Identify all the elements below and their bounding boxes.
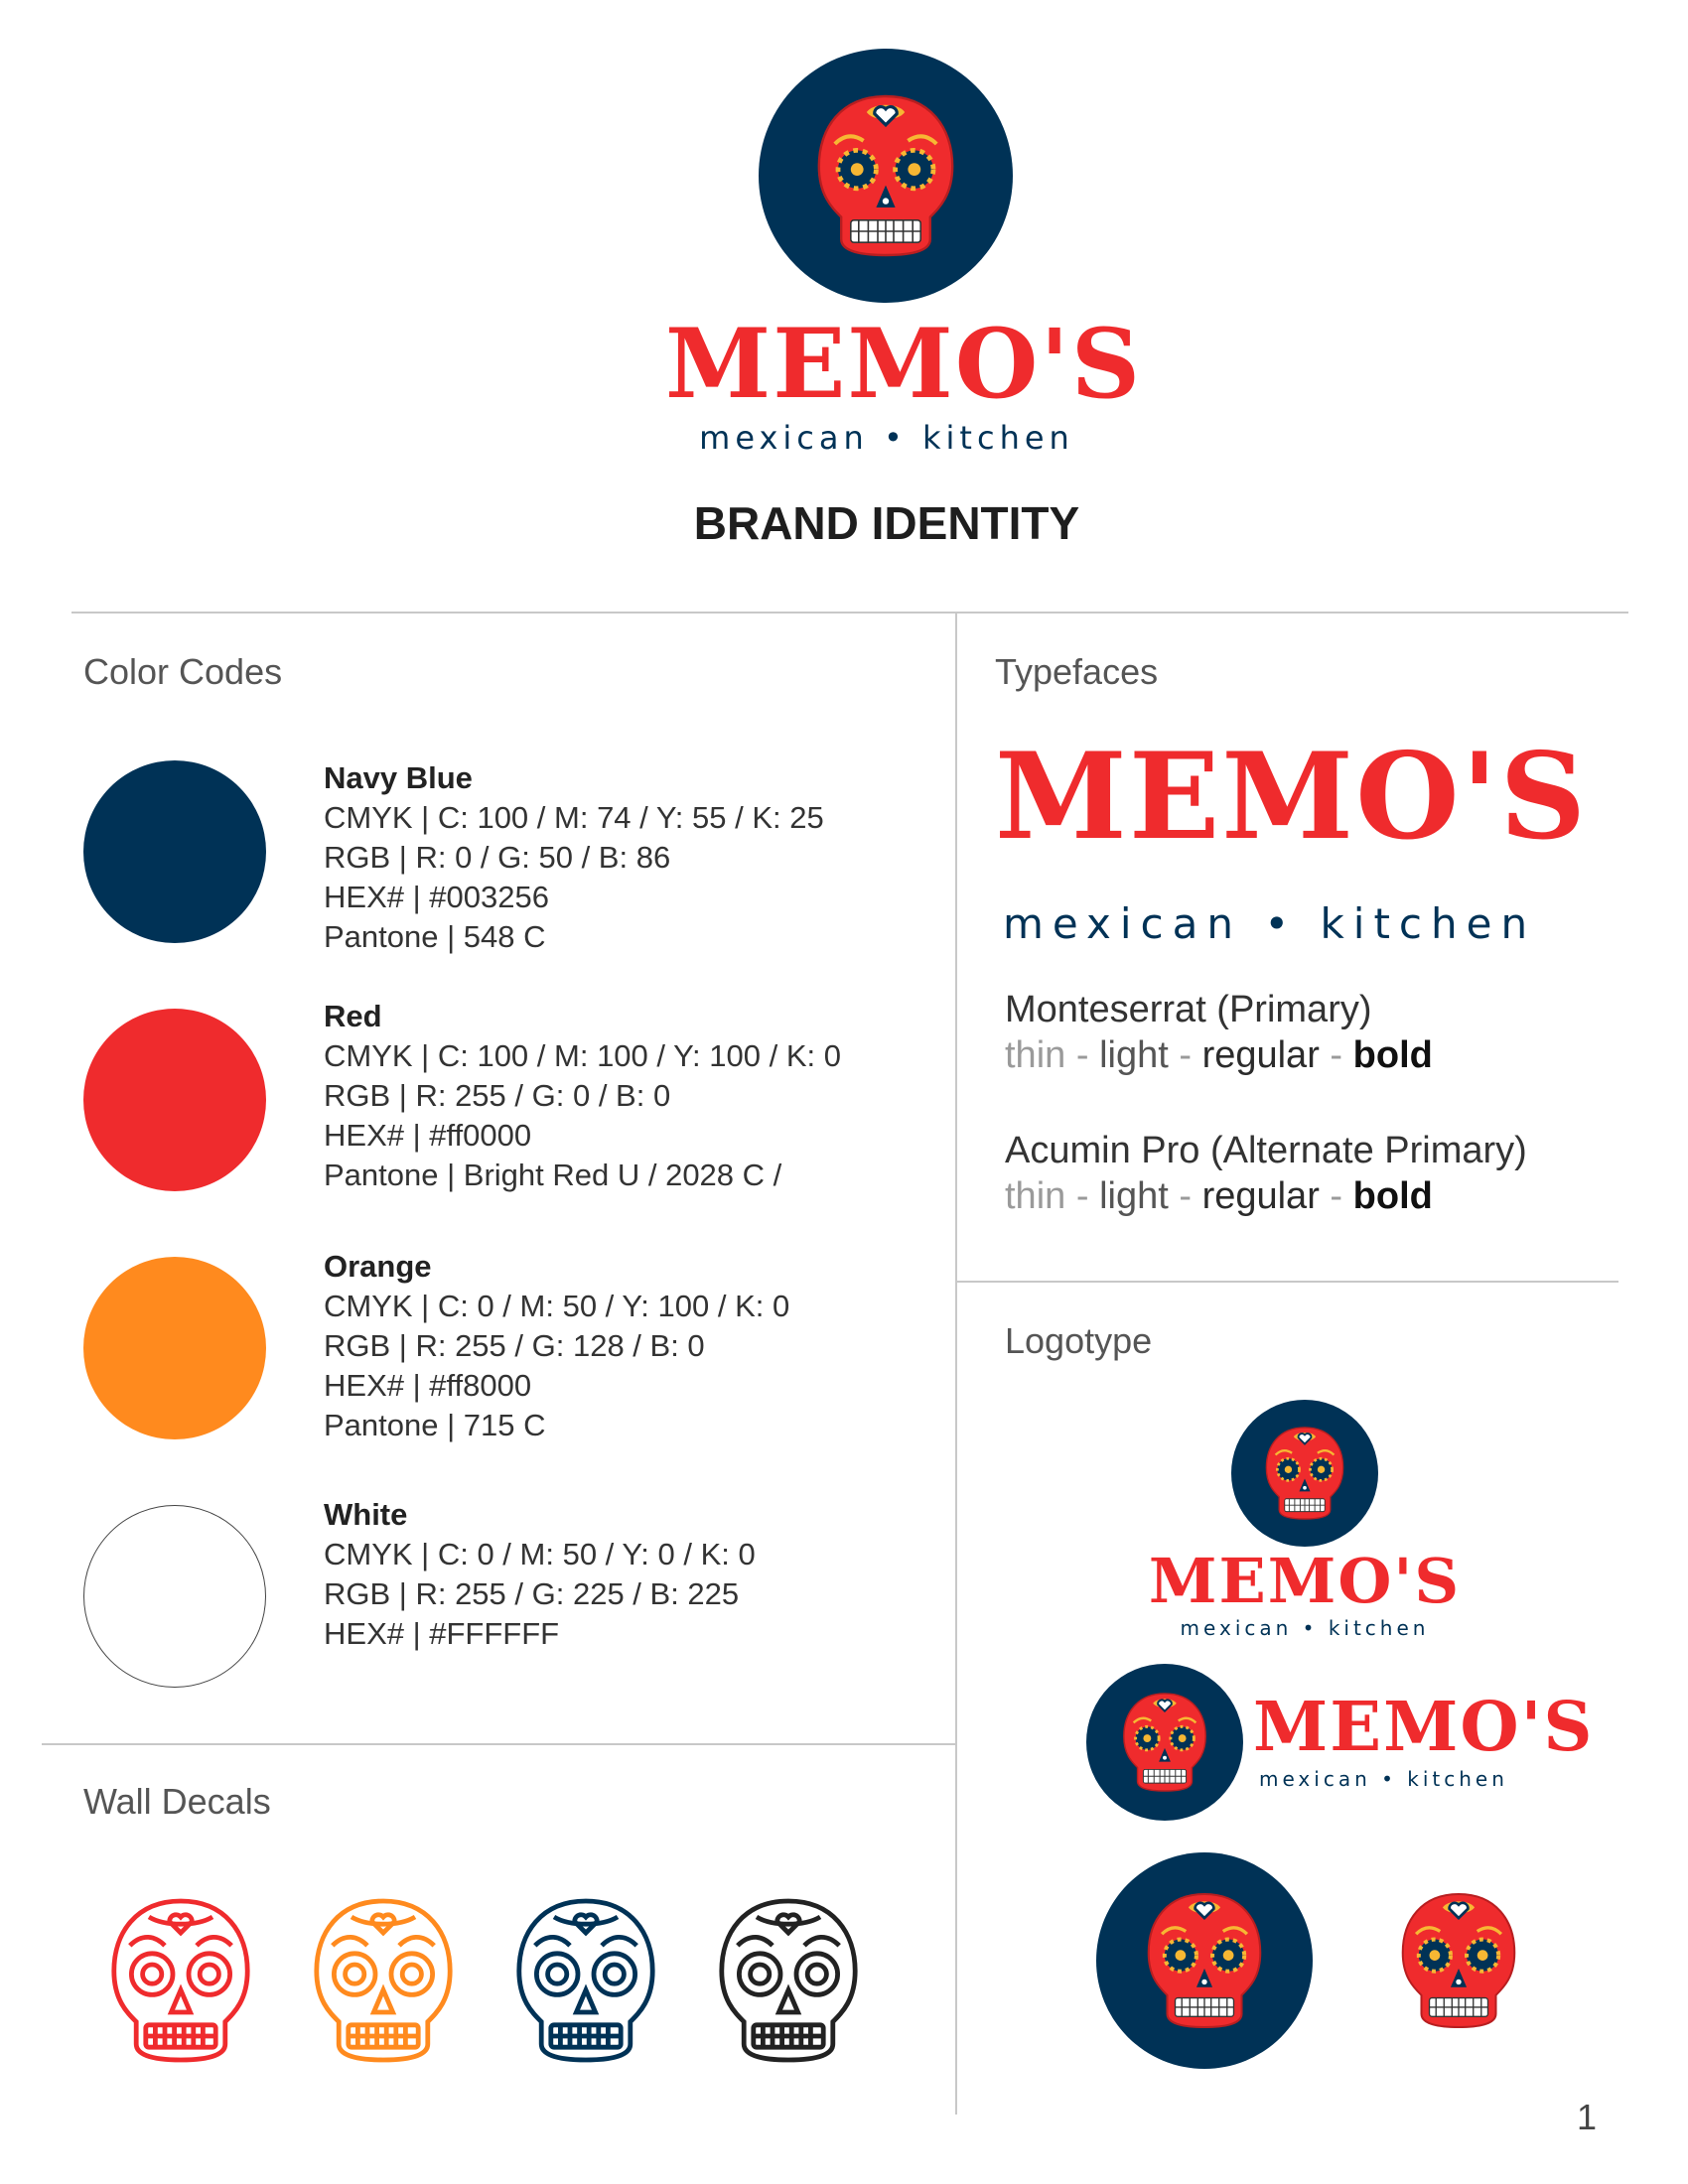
logotype-stacked-name: MEMO'S [1148,1545,1462,1617]
logotype-horizontal-disc [1086,1664,1243,1821]
color-line: CMYK | C: 100 / M: 74 / Y: 55 / K: 25 [324,800,824,835]
color-line: RGB | R: 255 / G: 128 / B: 0 [324,1328,705,1363]
color-line: HEX# | #FFFFFF [324,1616,560,1651]
divider-wall-decals [42,1743,955,1745]
wall-decals-title: Wall Decals [83,1781,271,1822]
color-line: HEX# | #003256 [324,880,549,914]
weight-light: light [1099,1175,1169,1217]
weight-separator: - [1179,1034,1192,1076]
weight-bold: bold [1352,1175,1433,1217]
color-line: Pantone | 715 C [324,1408,546,1442]
color-info-white [324,1495,756,1654]
color-name: Navy Blue [324,760,473,795]
color-line: RGB | R: 255 / G: 0 / B: 0 [324,1078,671,1113]
skull-icon [806,68,965,283]
skull-decal-red-icon [101,1872,260,2089]
skull-decal-navy-icon [506,1872,665,2089]
weight-regular: regular [1201,1034,1320,1076]
color-line: Pantone | Bright Red U / 2028 C / [324,1158,782,1192]
page-title: BRAND IDENTITY [693,497,1080,549]
weight-separator: - [1075,1034,1089,1076]
color-line: CMYK | C: 0 / M: 50 / Y: 0 / K: 0 [324,1537,756,1571]
logotype-stacked-disc [1231,1400,1378,1547]
skull-icon [1392,1866,1525,2055]
swatch-white [83,1505,266,1688]
color-line: CMYK | C: 0 / M: 50 / Y: 100 / K: 0 [324,1289,790,1323]
color-codes-title: Color Codes [83,651,283,692]
swatch-red [83,1009,266,1191]
weight-thin: thin [1005,1034,1066,1076]
skull-icon [1138,1870,1271,2051]
weight-light: light [1099,1034,1169,1076]
divider-top [71,612,1628,614]
weight-separator: - [1330,1175,1343,1217]
weight-bold: bold [1352,1034,1433,1076]
color-line: RGB | R: 255 / G: 225 / B: 225 [324,1576,740,1611]
swatch-navy [83,760,266,943]
logotype-icon-disc [1096,1852,1313,2069]
weight-separator: - [1075,1175,1089,1217]
color-info-orange [324,1247,789,1445]
logotype-horizontal-name: MEMO'S [1253,1688,1595,1767]
color-info-red [324,997,841,1195]
logotype-stacked-tagline: mexican • kitchen [1180,1616,1430,1640]
font-name-primary: Monteserrat (Primary) [1005,989,1372,1030]
color-info-navy [324,758,824,957]
logotype-horizontal-tagline: mexican • kitchen [1259,1767,1508,1791]
color-line: Pantone | 548 C [324,919,546,954]
color-line: HEX# | #ff8000 [324,1368,532,1403]
logotype-title: Logotype [1005,1320,1153,1361]
font-weights-alternate [1005,1175,1433,1218]
color-line: HEX# | #ff0000 [324,1118,532,1153]
typeface-brand-name: MEMO'S [995,727,1589,867]
color-name: Orange [324,1249,432,1284]
skull-decal-black-icon [709,1872,868,2089]
divider-typefaces [955,1281,1618,1283]
skull-icon [1116,1677,1213,1808]
weight-separator: - [1179,1175,1192,1217]
font-name-alternate: Acumin Pro (Alternate Primary) [1005,1130,1527,1171]
weight-separator: - [1330,1034,1343,1076]
color-name: White [324,1497,408,1532]
color-line: CMYK | C: 100 / M: 100 / Y: 100 / K: 0 [324,1038,841,1073]
typefaces-title: Typefaces [995,651,1159,692]
weight-thin: thin [1005,1175,1066,1217]
divider-vertical [955,612,957,2115]
swatch-orange [83,1257,266,1439]
page-number: 1 [1577,2097,1598,2137]
typeface-brand-tagline: mexican • kitchen [1003,899,1537,948]
header-logo-disc [759,49,1013,303]
header-brand-name: MEMO'S [665,308,1143,420]
weight-regular: regular [1201,1175,1320,1217]
skull-decal-orange-icon [304,1872,463,2089]
font-weights-primary [1005,1034,1433,1077]
color-line: RGB | R: 0 / G: 50 / B: 86 [324,840,671,875]
skull-icon [1259,1412,1350,1535]
header-brand-tagline: mexican • kitchen [699,419,1074,457]
color-name: Red [324,999,382,1033]
